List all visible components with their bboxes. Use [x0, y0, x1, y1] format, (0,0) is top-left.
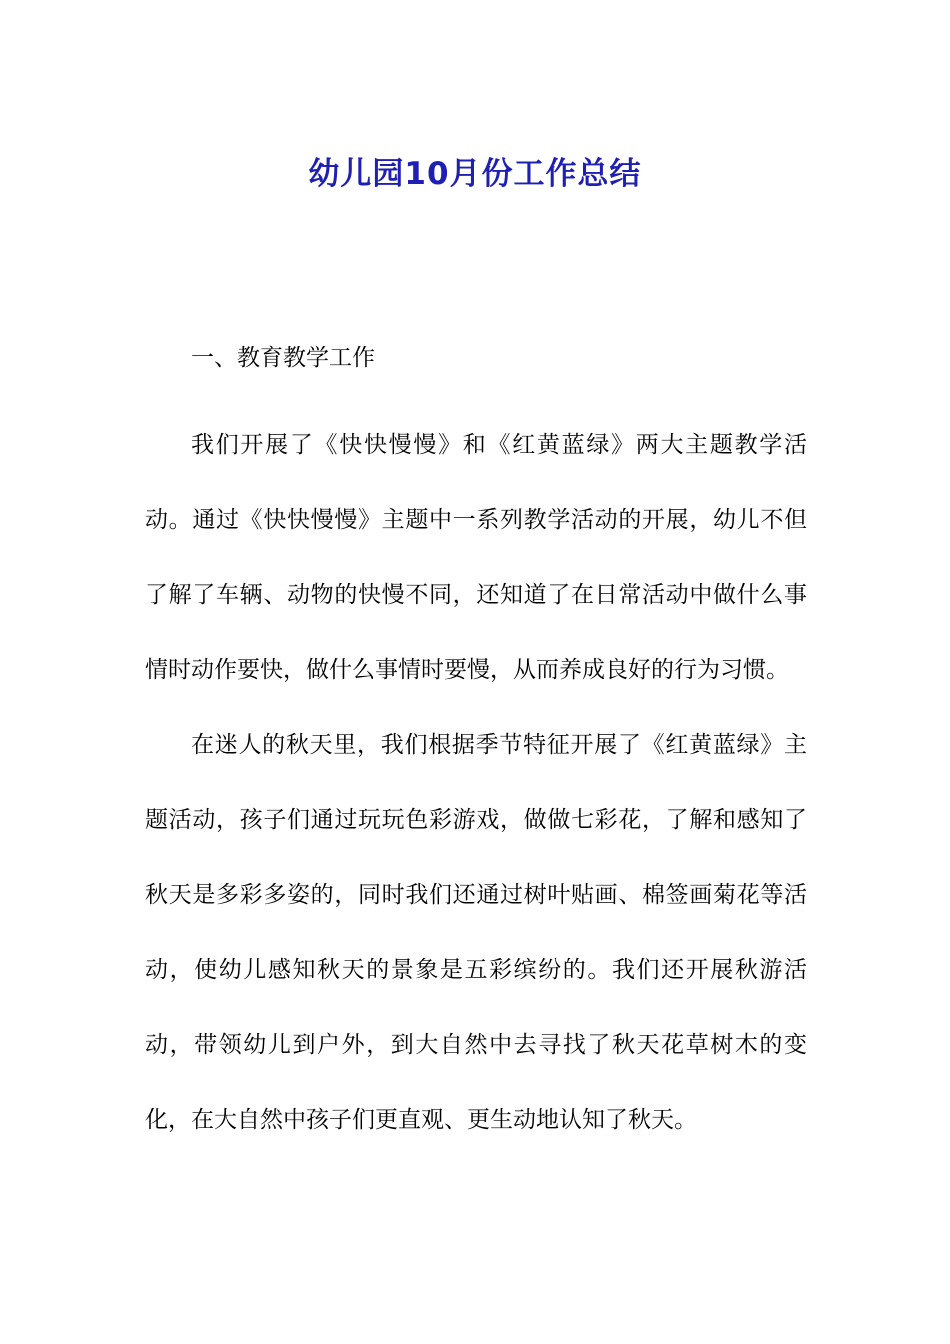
- paragraph-2: 在迷人的秋天里，我们根据季节特征开展了《红黄蓝绿》主题活动，孩子们通过玩玩色彩游戏，做做七彩花，了解和感知了秋天是多彩多姿的，同时我们还通过树叶贴画、棉签画菊花等活动，使幼儿感知秋天的景象是五彩缤纷的。我们还开展秋游活动，带领幼儿到户外，到大自然中去寻找了秋天花草树木的变化，在大自然中孩子们更直观、更生动地认知了秋天。: [145, 732, 807, 1133]
- paragraph-1: 我们开展了《快快慢慢》和《红黄蓝绿》两大主题教学活动。通过《快快慢慢》主题中一系列教学活动的开展，幼儿不但了解了车辆、动物的快慢不同，还知道了在日常活动中做什么事情时动作要快，做什么事情时要慢，从而养成良好的行为习惯。: [145, 432, 807, 683]
- section-heading: 一、教育教学工作: [191, 345, 375, 371]
- document-body: [145, 333, 807, 1158]
- document-title: 幼儿园10月份工作总结: [308, 155, 642, 192]
